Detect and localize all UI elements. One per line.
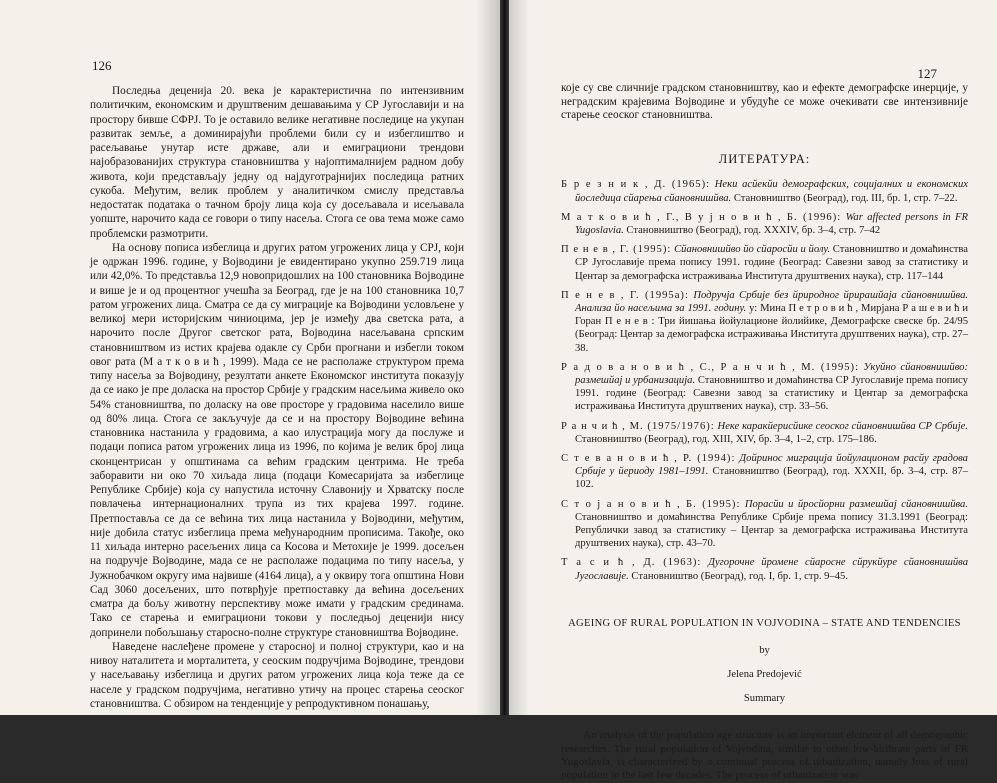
summary-title: AGEING OF RURAL POPULATION IN VOJVODINA – STATE AND TENDENCIES	[568, 617, 961, 629]
reference-item: Т а с и ћ , Д. (1963): Дугорочне йромене сйаросне сйрукйуре сйановнишйва Југославије. Становништво (Београд), год. I, бр. 1, стр. 9–45.	[561, 557, 969, 582]
reference-item: М а т к о в и ћ , Г., В у ј н о в и ћ , Б. (1996): War affected persons in FR Yugoslavia. Становништво (Београд), год. XXXIV, бр. 3–4, стр. 7–42	[561, 211, 968, 236]
summary-text: An analysis of the population age structure is an important element of all demographic researches. The rural population of Vojvodina, similar to other low-birthrate parts of FR Yugoslavia, is characterized by a continual process of urbanization, namely loss of rural population in the last few decades. The process of urbanization was	[561, 729, 968, 782]
paragraph-3: Наведене наслеђене промене у старосној и полној структури, као и на нивоу наталитета и морталитета, у сеоским подручјима Војводине, трендови у насељавању избеглица и других ратом угрожених лица која теже да се населе у градском подручјима, негативно утичу на процес старења сеоског становништва. С обзиром на тенденције у репродуктивном понашању,	[90, 640, 464, 710]
reference-item: П е н е в , Г. (1995а): Подручја Србије без йриродног йрирашйаја сйановнишйва. Анализа йо насељима за 1991. годину. у: Мина П е т р о в и ћ , Мирјана Р а ш е в и ћ и Горан П е н е в : Три йишања йойулационе йолийике, Демографске свеске бр. 24/95 (Београд: Центар за демографска истраживања Института друштвених наука), стр. 27–38.	[561, 289, 969, 354]
book-gutter	[500, 0, 509, 715]
reference-list	[561, 178, 968, 582]
left-page-body	[90, 84, 464, 711]
reference-item: Р а д о в а н о в и ћ , С., Р а н ч и ћ , М. (1995): Укуйно сйановнишйво: размешйај и урбанизација. Становништво и домаћинства СР Југославије према попису 1991. године (Београд: Савезни завод за статистику и Центар за демографска истраживања Института друштвених наука), стр. 33–56.	[561, 361, 968, 413]
left-page-number: 126	[92, 58, 112, 73]
right-page-number: 127	[917, 66, 937, 81]
page-shadow	[509, 0, 529, 715]
reference-item: С т е в а н о в и ћ , Р. (1994): Дойринос миграција йойулационом расйу градова Србије у йериоду 1981–1991. Становништво (Београд), год. XXXII, бр. 3–4, стр. 87–102.	[561, 453, 968, 491]
paragraph-2: На основу пописа избеглица и других ратом угрожених лица у СРЈ, који је одржан 1996. године, у Војводини је евидентирано укупно 259.719 лица или 42,0%. То представља 12,9 новопридошлих на 100 становника Војводине и више је и од процентног учешћа за Београд, где је на 100 становника 10,7 ратом угрожених лица. Сматра се да су миграције ка Војводини условљене у великој мери историјским чиниоцима, јер је између два светска рата, а нарочито после Другог светског рата, Војводина насељавана српским становништвом из истих крајева одакле су Срби прогнани и избегли током овог рата (М а т к о в и ћ , 1999). Мада се не располаже структуром према типу насеља за Војводину, резултати анкете Економског института показују да се иако је пре доласка на простор Србије у градским насељима живело око 54% становништва, по доласку на ове просторе у градовима населило више од 80% лица. Стога се закључује да се и на простору Војводине већина становника настанила у градовима, а као илустрација могу да послуже и подаци пописа ратом угрожених лица из 1996, по којима је велик број лица сконцентрисан у општинама са већим градским центрима. Не треба заборавити ни око 70 хиљада лица (подаци Комесаријата за избеглице Републике Србије) која су напустила источну Славонију и Хрватску после повлачења интернационалних трупа из тих крајева 1997. године. Претпоставља се да се већина тих лица настанила у Војводини, међутим, није добила статус избеглица према међународним прописима. Такође, око 11 хиљада интерно расељених лица са Косова и Метохије је 1999. досељен на подручје Војводине, мада се не располаже подацима по типу насеља, у Јужнобачком округу има највише (4164 лица), а у оквиру тога општина Нови Сад 3060 досељених, што потврђује претпоставку да већина досељених смaтра да бољу животну перспективу може имати у градским срединама. Тако се старења и емиграциони токови у последњој деценији нису допринели побољшању старосно-полне структуре становништва Војводине.	[90, 241, 464, 639]
right-page-body	[561, 82, 968, 783]
reference-item: П е н е в , Г. (1995): Сйановнишйво йо сйаросйи и йолу. Становништво и домаћинства СР Југославије према попису 1991. године (Београд: Савезни завод за статистику и Центар за демографска истраживања Института друштвених наука), стр. 117–144	[561, 244, 968, 282]
summary-author: Jelena Predojević	[727, 669, 802, 681]
summary-by: by	[759, 645, 770, 657]
reference-item: Б р е з н и к , Д. (1965): Неки асйекйи демографских, социјалних и економских йоследица сйарења сйановнишйва. Становништво (Београд), год. III, бр. 1, стр. 7–22.	[561, 179, 968, 204]
summary-label: Summary	[743, 692, 786, 704]
continuation-paragraph: које су све сличније градском становништву, као и ефекте демографске инерције, у неградским крајевима Војводине и убудуће се може очекивати све интензивније старење сеоског становништва.	[561, 82, 968, 122]
reference-item: С т о ј а н о в и ћ , Б. (1995): Порасйи и йросйорни размешйај сйановнишйва. Становништво и домаћинства Републике Србије према попису 31.3.1991 (Београд: Републички завод за статистику – Центар за демографска истраживања Института друштвених наука), стр. 43–70.	[561, 498, 969, 550]
paragraph-1: Последња деценија 20. века је карактеристична по интензивним политичким, економским и друштвеним дешавањима у СР Југославији и на простору бивше СФРЈ. То је оставило велике негативне последице на укупан развитак земље, а доминирајући проблеми били су и избеглиштво и расељавање унутар исте државе, али и емиграциони трендови најобразованијих структура становништва у најоптималнијем радном добу живота, који представљају једну од најдуготрајнијих последица ратних сукоба. Међутим, велик проблем у аналитичком смислу представља недостатак података о тачном броју лица која су досељавала и исељавала уопште, нарочито када се говори о типу насеља. Стога се ова тема може само проблемски размотрити.	[90, 85, 464, 240]
literature-heading: ЛИТЕРАТУРА:	[718, 151, 811, 166]
reference-item: Р а н ч и ћ , М. (1975/1976): Неке каракйерисйике сеоског сйановнишйва СР Србије. Становништво (Београд), год. XIII, XIV, бр. 3–4, 1–2, стр. 175–186.	[561, 420, 969, 445]
page-shadow	[476, 0, 500, 715]
right-page	[509, 0, 997, 782]
left-page	[0, 0, 503, 715]
